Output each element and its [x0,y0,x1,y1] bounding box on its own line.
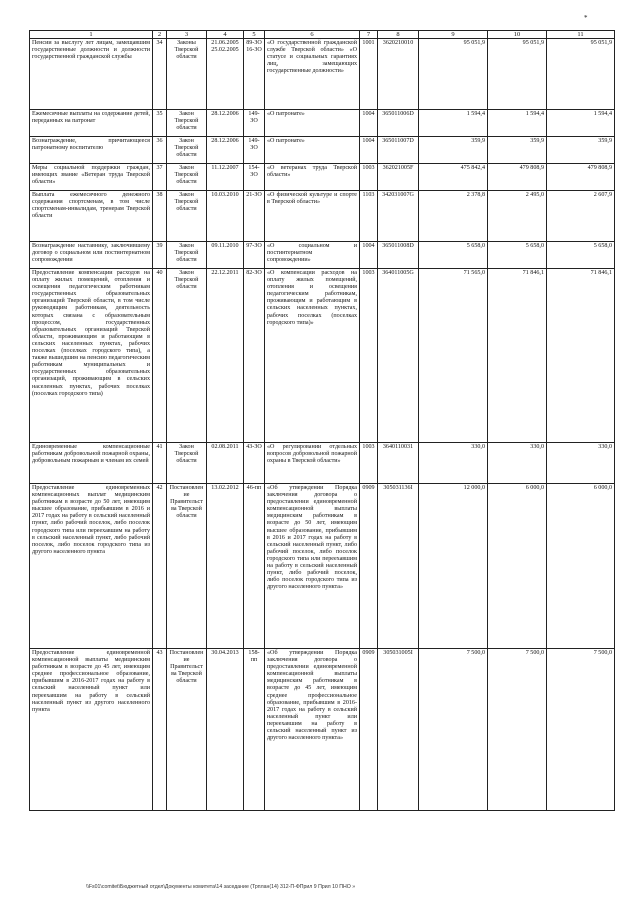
header-cell: 10 [488,31,547,39]
cell-section: 1004 [360,110,378,137]
cell-value-10: 7 500,0 [488,649,547,811]
table-row [30,191,615,242]
cell-doc-number: 82-ЗО [244,269,265,443]
cell-law-title: «Об утверждении Порядка заключения договора о предоставлении единовременной компенсационной выплаты медицинским работникам в возрасте до 50 лет, имеющим высшее образование, прибывшим в 2016 и 2017 годах на работу в сельский населенный пункт, либо рабочий поселок, либо поселок городского типа или переехавшим на работу в сельский населенный пункт, либо рабочий поселок, либо поселок городского типа из другого населенного пункта» [265,484,360,649]
cell-value-11: 330,0 [547,443,615,484]
cell-num: 40 [153,269,167,443]
cell-value-11: 5 658,0 [547,242,615,269]
cell-section: 1103 [360,191,378,242]
cell-code: 342031007G [378,191,419,242]
cell-value-11: 479 808,9 [547,164,615,191]
header-cell: 11 [547,31,615,39]
cell-value-9: 12 000,0 [419,484,488,649]
table-row [30,443,615,484]
cell-doc-type: Закон Тверской области [167,110,207,137]
cell-doc-type: Закон Тверской области [167,443,207,484]
header-cell: 4 [207,31,244,39]
cell-num: 42 [153,484,167,649]
cell-num: 37 [153,164,167,191]
cell-code: 365011008D [378,242,419,269]
header-cell: 9 [419,31,488,39]
cell-doc-type: Закон Тверской области [167,242,207,269]
cell-section: 1004 [360,137,378,164]
cell-doc-type: Законы Тверской области [167,39,207,110]
cell-date: 10.03.2010 [207,191,244,242]
cell-code: 3620210010 [378,39,419,110]
cell-section: 0909 [360,484,378,649]
cell-doc-type: Закон Тверской области [167,269,207,443]
cell-date: 21.06.2005 25.02.2005 [207,39,244,110]
cell-value-11: 6 000,0 [547,484,615,649]
cell-law-title: «О патронате» [265,137,360,164]
cell-num: 43 [153,649,167,811]
cell-value-9: 95 051,9 [419,39,488,110]
cell-value-10: 71 846,1 [488,269,547,443]
cell-doc-number: 149-ЗО [244,110,265,137]
cell-num: 38 [153,191,167,242]
cell-doc-type: Постановление Правительства Тверской области [167,484,207,649]
cell-date: 22.12.2011 [207,269,244,443]
table-row [30,649,615,811]
cell-name: Предоставление компенсации расходов на оплату жилых помещений, отопления и освещения педагогическим работникам государственных образовательных организаций Тверской области, в том числе руководящим работникам, деятельность которых связана с образовательным процессом, государственных образовательных организаций Тверской области, проживающим и работающим в сельских населенных пунктах, рабочих поселках (поселках городского типа), а также вышедшим на пенсию педагогическим работникам муниципальных и государственных образовательных организаций, проживающим в сельских населенных пунктах, рабочих поселках (поселках городского типа) [30,269,153,443]
cell-date: 28.12.2006 [207,110,244,137]
cell-doc-number: 43-ЗО [244,443,265,484]
table-row [30,39,615,110]
cell-section: 1004 [360,242,378,269]
cell-law-title: «Об утверждении Порядка заключения договора о предоставлении единовременной компенсационной выплаты медицинским работникам в возрасте до 45 лет, имеющим среднее профессиональное образование, прибывшим в 2016-2017 годах на работу в сельский населенный пункт или переехавшим на работу в сельский населенный пункт из другого населенного пункта» [265,649,360,811]
cell-value-11: 1 594,4 [547,110,615,137]
cell-value-10: 5 658,0 [488,242,547,269]
cell-value-9: 1 594,4 [419,110,488,137]
cell-section: 1003 [360,443,378,484]
cell-num: 39 [153,242,167,269]
cell-date: 09.11.2010 [207,242,244,269]
cell-law-title: «О физической культуре и спорте в Тверской области» [265,191,360,242]
cell-name: Ежемесячные выплаты на содержание детей, переданных на патронат [30,110,153,137]
cell-law-title: «О ветеранах труда Тверской области» [265,164,360,191]
cell-name: Единовременные компенсационные работникам добровольной пожарной охраны, добровольным пожарным и членам их семей [30,443,153,484]
cell-value-10: 1 594,4 [488,110,547,137]
table-row [30,164,615,191]
cell-doc-number: 154-ЗО [244,164,265,191]
cell-name: Вознаграждение наставнику, заключившему договор о социальном или постинтернатном сопровождении [30,242,153,269]
cell-value-11: 71 846,1 [547,269,615,443]
cell-section: 1003 [360,269,378,443]
cell-doc-number: 46-пп [244,484,265,649]
cell-section: 1003 [360,164,378,191]
cell-doc-number: 97-ЗО [244,242,265,269]
cell-section: 1001 [360,39,378,110]
page-mark: * [584,14,588,22]
cell-value-11: 95 051,9 [547,39,615,110]
header-cell: 3 [167,31,207,39]
cell-code: 305031005I [378,649,419,811]
cell-law-title: «О государственной гражданской службе Тверской области» «О статусе и социальных гарантиях лиц, замещающих государственные должности» [265,39,360,110]
cell-code: 305031136I [378,484,419,649]
cell-date: 28.12.2006 [207,137,244,164]
cell-law-title: «О социальном и постинтернатном сопровождении» [265,242,360,269]
table-row [30,484,615,649]
cell-code: 364011005G [378,269,419,443]
cell-value-10: 95 051,9 [488,39,547,110]
cell-value-11: 359,9 [547,137,615,164]
cell-name: Меры социальной поддержки граждан, имеющих звание «Ветеран труда Тверской области» [30,164,153,191]
cell-code: 362021005F [378,164,419,191]
cell-doc-number: 158-пп [244,649,265,811]
cell-value-10: 6 000,0 [488,484,547,649]
cell-value-9: 5 658,0 [419,242,488,269]
cell-num: 34 [153,39,167,110]
cell-law-title: «О регулировании отдельных вопросов добровольной пожарной охраны в Тверской области» [265,443,360,484]
cell-doc-number: 89-ЗО 16-ЗО [244,39,265,110]
header-cell: 5 [244,31,265,39]
cell-name: Выплата ежемесячного денежного содержания спортсменам, в том числе спортсменам-инвалидам, тренерам Тверской области [30,191,153,242]
cell-num: 41 [153,443,167,484]
file-path-footer: \\Fs01\comitet\Бюджетный отдел\Документы комитета\14 заседание (Трплан(14) 312-П-ФПрил 9 Прил 10 ПНО » [86,884,356,890]
cell-doc-number: 149-ЗО [244,137,265,164]
cell-num: 36 [153,137,167,164]
cell-doc-type: Закон Тверской области [167,191,207,242]
cell-doc-number: 21-ЗО [244,191,265,242]
cell-value-11: 7 500,0 [547,649,615,811]
cell-date: 11.12.2007 [207,164,244,191]
cell-doc-type: Постановление Правительства Тверской области [167,649,207,811]
cell-value-9: 71 565,0 [419,269,488,443]
cell-value-10: 359,9 [488,137,547,164]
cell-code: 365011007D [378,137,419,164]
cell-value-9: 475 842,4 [419,164,488,191]
cell-value-10: 479 808,9 [488,164,547,191]
cell-value-9: 330,0 [419,443,488,484]
cell-value-9: 2 378,8 [419,191,488,242]
regulations-table [29,30,615,811]
table-row [30,137,615,164]
cell-value-10: 2 495,0 [488,191,547,242]
cell-num: 35 [153,110,167,137]
header-cell: 2 [153,31,167,39]
cell-name: Предоставление единовременной компенсационной выплаты медицинским работникам в возрасте до 45 лет, имеющим среднее профессиональное образование, прибывшим в 2016-2017 годах на работу в сельский населенный пункт или переехавшим на работу в сельский населенный пункт из другого населенного пункта [30,649,153,811]
cell-date: 30.04.2013 [207,649,244,811]
cell-value-9: 359,9 [419,137,488,164]
cell-law-title: «О патронате» [265,110,360,137]
cell-law-title: «О компенсации расходов на оплату жилых помещений, отопления и освещения педагогическим работникам, проживающим и работающим в сельских населенных пунктах, рабочих поселках (поселках городского типа)» [265,269,360,443]
cell-name: Предоставление единовременных компенсационных выплат медицинским работникам в возрасте до 50 лет, имеющим высшее образование, прибывшим в 2016 и 2017 годах на работу в сельский населенный пункт, либо рабочий поселок, либо поселок городского типа или переехавшим на работу в сельский населенный пункт, либо рабочий поселок, либо поселок городского типа из другого населенного пункта [30,484,153,649]
cell-doc-type: Закон Тверской области [167,137,207,164]
cell-section: 0909 [360,649,378,811]
table-row [30,110,615,137]
header-cell: 7 [360,31,378,39]
header-row [30,31,615,39]
cell-name: Пенсии за выслугу лет лицам, замещавшим государственные должности и должности государственной гражданской службы [30,39,153,110]
cell-value-11: 2 607,9 [547,191,615,242]
cell-value-10: 330,0 [488,443,547,484]
header-cell: 1 [30,31,153,39]
cell-date: 13.02.2012 [207,484,244,649]
cell-value-9: 7 500,0 [419,649,488,811]
cell-name: Вознаграждение, причитающееся патронатному воспитателю [30,137,153,164]
header-cell: 6 [265,31,360,39]
cell-code: 3640110031 [378,443,419,484]
cell-doc-type: Закон Тверской области [167,164,207,191]
cell-code: 365011006D [378,110,419,137]
header-cell: 8 [378,31,419,39]
table-row [30,242,615,269]
table-row [30,269,615,443]
cell-date: 02.08.2011 [207,443,244,484]
